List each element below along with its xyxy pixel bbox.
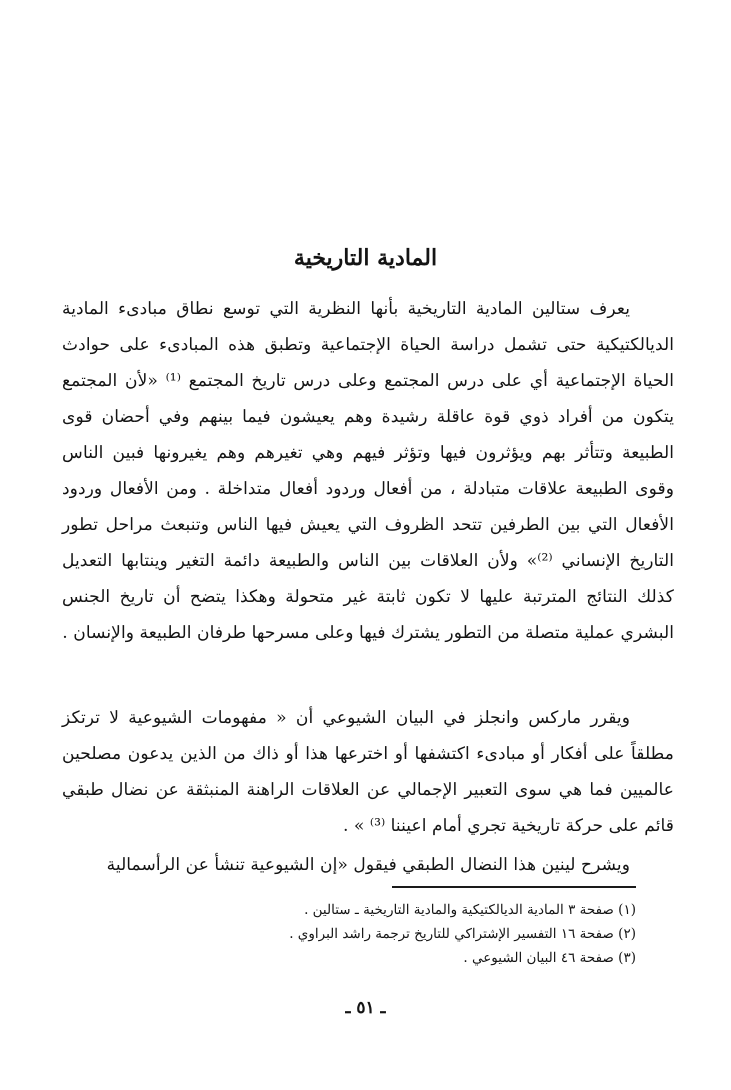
chapter-title: المادية التاريخية bbox=[293, 245, 438, 271]
footnote-3: (٣) صفحة ٤٦ البيان الشيوعي . bbox=[463, 950, 636, 966]
footnote-1: (١) صفحة ٣ المادية الديالكتيكية والمادية التاريخية ـ ستالين . bbox=[304, 902, 636, 918]
footnotes-list bbox=[200, 898, 636, 970]
footnote-2: (٢) صفحة ١٦ التفسير الإشتراكي للتاريخ ترجمة راشد البراوي . bbox=[289, 926, 636, 942]
footnote-divider bbox=[392, 886, 636, 888]
body-paragraph-1: يعرف ستالين المادية التاريخية بأنها النظرية التي توسع نطاق مبادىء المادية الديالكتيكية حتى تشمل دراسة الحياة الإجتماعية وتطبق هذه المبادىء على حوادث الحياة الإجتماعية أي على درس المجتمع وعلى درس تاريخ المجتمع ⁽¹⁾ «لأن المجتمع يتكون من أفراد ذوي قوة عاقلة رشيدة وهم يعيشون فيما بينهم وفي أحضان قوى الطبيعة وتتأثر بهم ويؤثرون فيها وتؤثر فيهم وهي تغيرهم وهم يغيرونها فبين الناس وقوى الطبيعة علاقات متبادلة ، من أفعال وردود أفعال متداخلة . ومن الأفعال وردود الأفعال التي بين الطرفين تتحد الظروف التي يعيش فيها الناس وتنبعث مراحل تطور التاريخ الإنساني ⁽²⁾» ولأن العلاقات بين الناس والطبيعة دائمة التغير وينتابها التعديل كذلك النتائج المترتبة عليها لا تكون ثابتة غير متحولة وهكذا يتضح أن تاريخ الجنس البشري عملية متصلة من التطور يشترك فيها وعلى مسرحها طرفان الطبيعة والإنسان . bbox=[62, 299, 674, 643]
page-number: ـ ٥١ ـ bbox=[345, 998, 386, 1018]
body-paragraph-3: ويشرح لينين هذا النضال الطبقي فيقول «إن الشيوعية تنشأ عن الرأسمالية bbox=[106, 855, 630, 875]
body-paragraph-2: ويقرر ماركس وانجلز في البيان الشيوعي أن « مفهومات الشيوعية لا ترتكز مطلقاً على أفكار أو مبادىء اكتشفها أو اخترعها هذا أو ذاك من الذين يدعون مصلحين عالميين فما هي سوى التعبير الإجمالي عن العلاقات الراهنة المنبثقة عن نضال طبقي قائم على حركة تاريخية تجري أمام اعيننا ⁽³⁾ » . bbox=[62, 708, 674, 836]
